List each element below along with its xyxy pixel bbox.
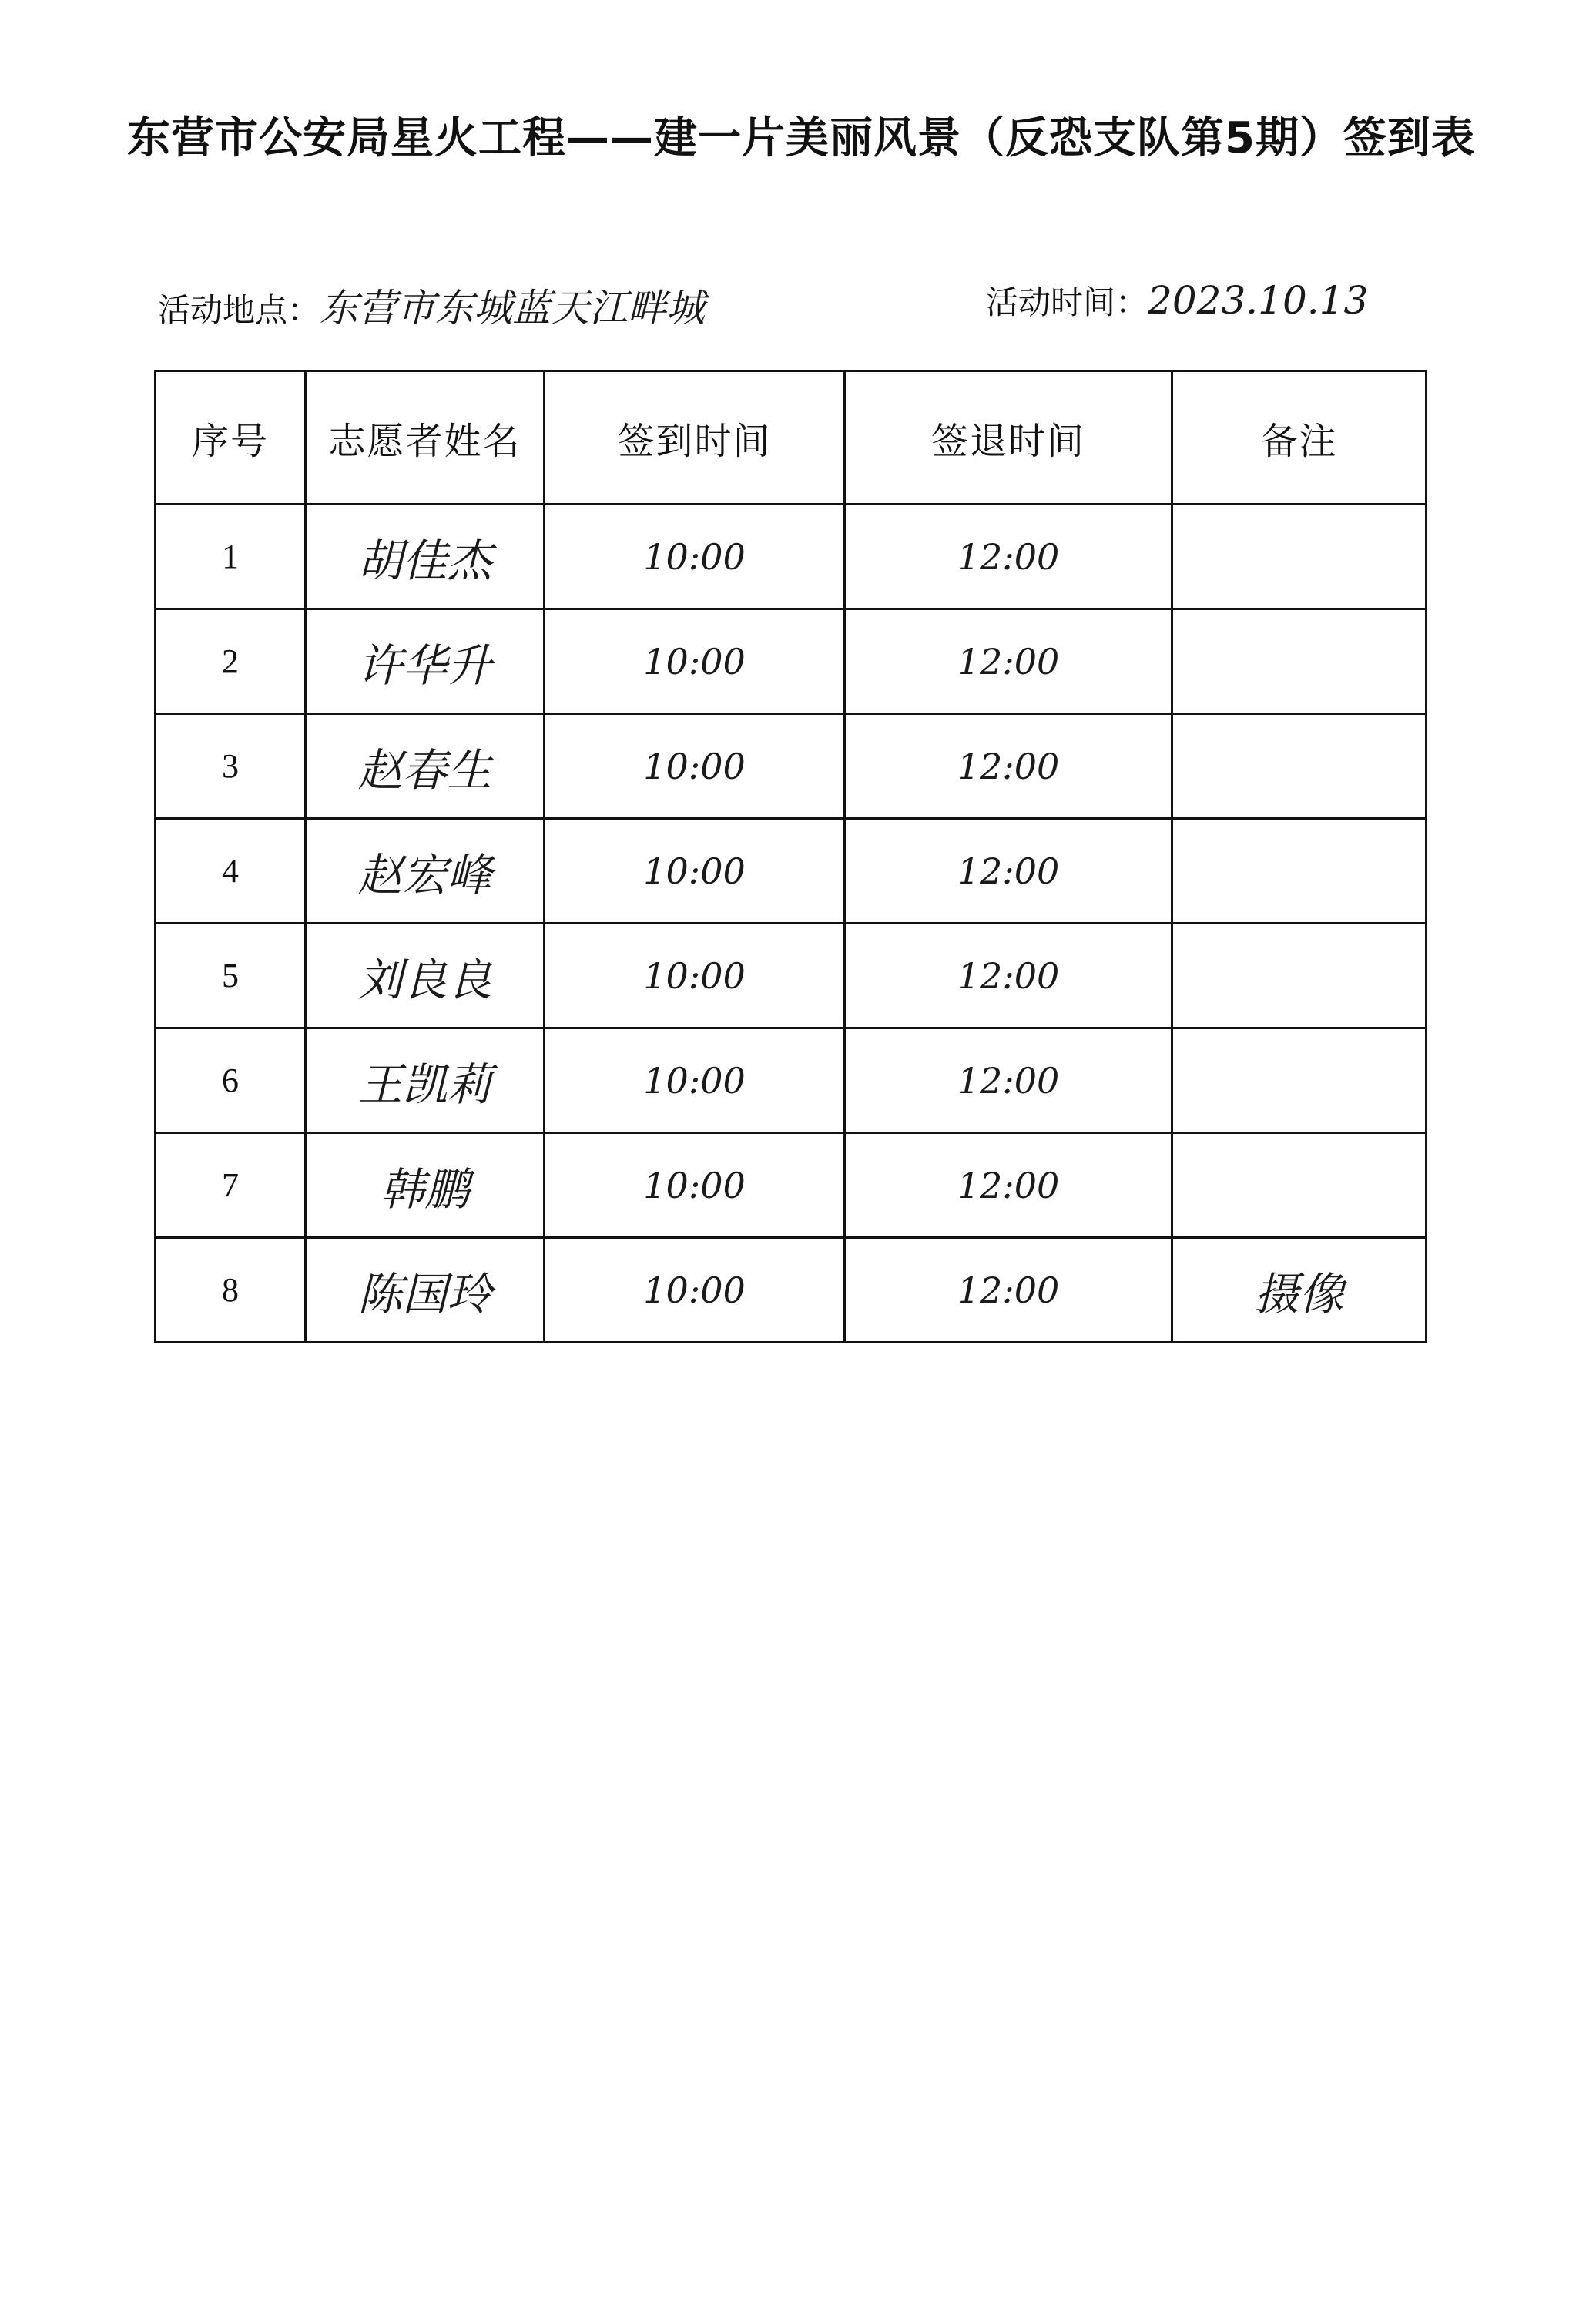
sign-in-time: 10:00 <box>545 505 845 609</box>
location-label: 活动地点： <box>158 291 320 329</box>
volunteer-signature: 韩鹏 <box>306 1133 545 1238</box>
header-no: 序号 <box>156 371 306 505</box>
row-no: 5 <box>156 924 306 1028</box>
note <box>1172 924 1427 1028</box>
sign-out-time: 12:00 <box>845 1133 1172 1238</box>
note: 摄像 <box>1172 1238 1427 1343</box>
sign-out-time: 12:00 <box>845 924 1172 1028</box>
location-value: 东营市东城蓝天江畔城 <box>320 286 706 330</box>
table-row <box>156 609 1427 714</box>
activity-location <box>158 277 705 333</box>
sign-out-time: 12:00 <box>845 609 1172 714</box>
sign-in-time: 10:00 <box>545 609 845 714</box>
note <box>1172 819 1427 924</box>
table-row <box>156 924 1427 1028</box>
table-row <box>156 1238 1427 1343</box>
volunteer-signature: 许华升 <box>306 609 545 714</box>
sign-in-time: 10:00 <box>545 714 845 819</box>
sign-out-time: 12:00 <box>845 714 1172 819</box>
sign-in-time: 10:00 <box>545 924 845 1028</box>
table-row <box>156 819 1427 924</box>
note <box>1172 609 1427 714</box>
row-no: 2 <box>156 609 306 714</box>
table-row <box>156 505 1427 609</box>
sign-in-time: 10:00 <box>545 1238 845 1343</box>
volunteer-signature: 赵宏峰 <box>306 819 545 924</box>
note <box>1172 1133 1427 1238</box>
header-name: 志愿者姓名 <box>306 371 545 505</box>
row-no: 3 <box>156 714 306 819</box>
note <box>1172 1028 1427 1133</box>
row-no: 7 <box>156 1133 306 1238</box>
note <box>1172 714 1427 819</box>
sign-out-time: 12:00 <box>845 819 1172 924</box>
header-sign-in: 签到时间 <box>545 371 845 505</box>
row-no: 4 <box>156 819 306 924</box>
time-label: 活动时间： <box>986 283 1148 321</box>
time-value: 2023.10.13 <box>1148 278 1369 323</box>
sign-out-time: 12:00 <box>845 1028 1172 1133</box>
sheet-title: 东营市公安局星火工程——建一片美丽风景（反恐支队第5期）签到表 <box>127 113 1475 163</box>
volunteer-signature: 刘良良 <box>306 924 545 1028</box>
row-no: 6 <box>156 1028 306 1133</box>
row-no: 1 <box>156 505 306 609</box>
header-sign-out: 签退时间 <box>845 371 1172 505</box>
sign-in-time: 10:00 <box>545 1133 845 1238</box>
attendance-table <box>154 370 1427 1343</box>
table-row <box>156 1028 1427 1133</box>
sign-out-time: 12:00 <box>845 505 1172 609</box>
table-row <box>156 1133 1427 1238</box>
sign-in-time: 10:00 <box>545 1028 845 1133</box>
header-note: 备注 <box>1172 371 1427 505</box>
sign-in-time: 10:00 <box>545 819 845 924</box>
volunteer-signature: 王凯莉 <box>306 1028 545 1133</box>
volunteer-signature: 陈国玲 <box>306 1238 545 1343</box>
volunteer-signature: 胡佳杰 <box>306 505 545 609</box>
note <box>1172 505 1427 609</box>
table-row <box>156 714 1427 819</box>
header-row <box>156 371 1427 505</box>
row-no: 8 <box>156 1238 306 1343</box>
activity-time <box>986 277 1368 324</box>
volunteer-signature: 赵春生 <box>306 714 545 819</box>
sign-out-time: 12:00 <box>845 1238 1172 1343</box>
